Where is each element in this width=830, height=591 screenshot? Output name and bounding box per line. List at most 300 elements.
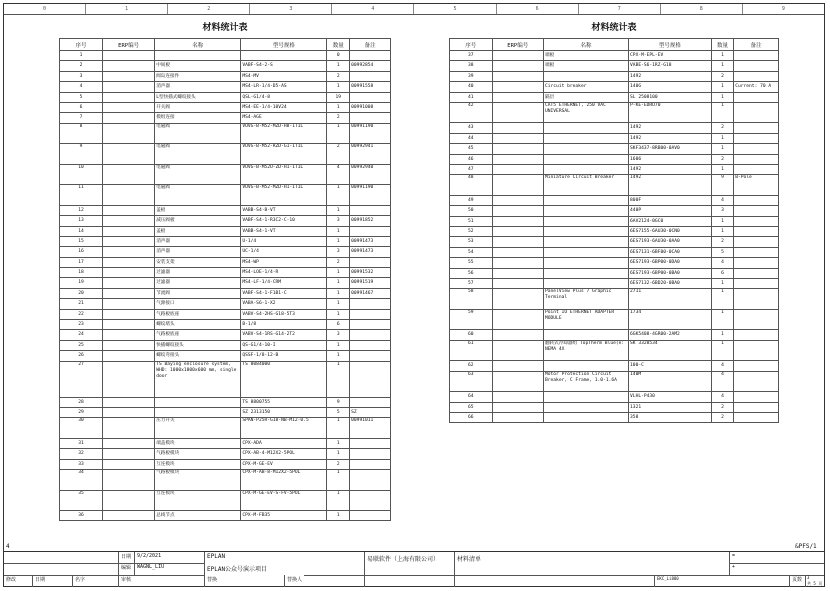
row-index: 55 [450, 258, 493, 268]
item-note: 00991473 [350, 247, 391, 257]
row-index: 59 [450, 309, 493, 330]
item-model: MS4-LF-1/4-CRM [241, 278, 327, 288]
item-model: MS4-AGE [241, 113, 327, 123]
item-model: MS4-EE-1/4-10V24 [241, 102, 327, 112]
item-model: QSSF-1/8-12-B [241, 351, 327, 361]
item-note: 00991473 [350, 236, 391, 246]
item-note: 00991008 [350, 102, 391, 112]
item-model: VABB-S4-1-VT [241, 226, 327, 236]
erp-code [103, 288, 155, 298]
item-name: 减压阀板 [155, 216, 241, 226]
item-name [543, 237, 628, 247]
row-index: 47 [450, 165, 493, 175]
row-index: 49 [450, 195, 493, 205]
item-quantity: 1 [327, 299, 350, 309]
item-quantity: 1 [327, 470, 350, 491]
item-name: Point IO ETHERNET ADAPTER MODULE [543, 309, 628, 330]
item-name: 快插螺纹接头 [155, 340, 241, 350]
table-row [450, 237, 779, 247]
page-code: EKC_Li880 [654, 575, 729, 587]
row-index: 56 [450, 268, 493, 278]
project-name: EPLAN公众号演示项目 [204, 563, 364, 575]
table-row [60, 418, 391, 439]
row-index: 35 [60, 490, 103, 511]
right-page-mark: &PFS/1 [795, 543, 817, 550]
row-index: 18 [60, 268, 103, 278]
item-note [350, 490, 391, 511]
row-index: 44 [450, 133, 493, 143]
item-model: 6ES7132-6BD20-0BA0 [629, 279, 712, 289]
item-note: 00991190 [350, 123, 391, 144]
item-quantity: 1 [327, 102, 350, 112]
table-row [60, 490, 391, 511]
item-model: VABB-S4-B-VT [241, 205, 327, 215]
editor-value: WAGNL_LIU [134, 563, 204, 575]
item-name [543, 71, 628, 81]
ruler-column-label: 9 [781, 6, 785, 12]
row-index: 13 [60, 216, 103, 226]
item-model: UC-1/4 [241, 247, 327, 257]
right-bom-table [449, 38, 779, 423]
item-note [350, 51, 391, 61]
item-quantity: 4 [711, 392, 733, 402]
erp-code [103, 490, 155, 511]
row-index: 24 [60, 330, 103, 340]
item-model: QS-G1/4-10-I [241, 340, 327, 350]
row-index: 61 [450, 340, 493, 361]
item-quantity: 0 [327, 51, 350, 61]
item-note [734, 330, 779, 340]
item-model: SL 2508100 [629, 92, 712, 102]
table-row [60, 226, 391, 236]
item-note: 00991519 [350, 278, 391, 288]
ruler-column-label: 4 [332, 4, 414, 14]
item-name [543, 144, 628, 154]
row-index: 48 [450, 175, 493, 196]
erp-code [492, 102, 543, 123]
item-note [350, 361, 391, 397]
page-label: 页数 [789, 575, 805, 587]
item-name: 气路板模块 [155, 470, 241, 491]
table-row [450, 247, 779, 257]
item-name: 互连模块 [155, 490, 241, 511]
item-model: SZ 2313150 [241, 407, 327, 417]
page-value: 3 [805, 575, 824, 581]
item-name [543, 216, 628, 226]
item-note [350, 330, 391, 340]
item-note [734, 279, 779, 289]
column-header: 名称 [155, 39, 241, 51]
erp-code [492, 165, 543, 175]
item-name: 模组连接 [155, 113, 241, 123]
item-note [350, 257, 391, 267]
item-name [543, 123, 628, 133]
item-model: CPX-AB-4-M12X2-5POL [241, 449, 327, 459]
item-quantity: 3 [327, 330, 350, 340]
row-index: 27 [60, 361, 103, 397]
table-row [60, 309, 391, 319]
item-model: SK 3328534 [629, 340, 712, 361]
erp-code [492, 92, 543, 102]
row-index: 33 [60, 459, 103, 469]
erp-code [492, 175, 543, 196]
item-name: 盖板 [155, 205, 241, 215]
sheet-eq: = [729, 552, 824, 563]
ruler-column-label: 6 [497, 4, 579, 14]
item-model: VUVG-B-M52U-ZD-H1-1T1L [241, 164, 327, 185]
erp-code [103, 470, 155, 491]
item-quantity: 5 [327, 407, 350, 417]
table-row [60, 51, 391, 61]
item-name: Circuit breaker [543, 82, 628, 92]
erp-code [103, 361, 155, 397]
item-name: 螺纹弯接头 [155, 351, 241, 361]
row-index: 50 [450, 206, 493, 216]
item-model: MS4-WP [241, 257, 327, 267]
table-row [60, 123, 391, 144]
erp-code [492, 123, 543, 133]
item-name [155, 51, 241, 61]
item-model: 440P [629, 206, 712, 216]
item-quantity: 1 [711, 165, 733, 175]
erp-code [103, 185, 155, 206]
item-quantity: 6 [327, 320, 350, 330]
row-index: 41 [450, 92, 493, 102]
item-name: 气路板底座 [155, 330, 241, 340]
table-row [60, 459, 391, 469]
erp-code [103, 92, 155, 102]
page-total: 共 5 页 [807, 581, 823, 586]
item-quantity: 4 [327, 164, 350, 185]
row-index: 63 [450, 371, 493, 392]
erp-code [492, 340, 543, 361]
erp-code [492, 330, 543, 340]
erp-code [103, 205, 155, 215]
table-row [60, 144, 391, 165]
column-ruler [4, 4, 824, 15]
erp-code [492, 71, 543, 81]
table-row [450, 268, 779, 278]
erp-code [103, 247, 155, 257]
table-row [450, 392, 779, 402]
row-index: 46 [450, 154, 493, 164]
item-quantity: 1 [327, 61, 350, 71]
item-note [734, 392, 779, 402]
item-note [350, 340, 391, 350]
item-note [350, 205, 391, 215]
table-row [450, 102, 779, 123]
row-index: 1 [60, 51, 103, 61]
item-model: 1492 [629, 165, 712, 175]
erp-code [492, 227, 543, 237]
item-name: PanelView Plus 7 Graphic Terminal [543, 289, 628, 310]
table-row [450, 51, 779, 61]
check-label: 审核 [118, 575, 134, 587]
erp-code [492, 144, 543, 154]
erp-code [492, 412, 543, 422]
item-note [734, 309, 779, 330]
item-note [734, 102, 779, 123]
item-model: 140M [629, 371, 712, 392]
item-model: 358 [629, 412, 712, 422]
item-note: 00991011 [350, 418, 391, 439]
table-row [60, 236, 391, 246]
row-index: 29 [60, 407, 103, 417]
erp-code [103, 236, 155, 246]
item-model: 140G [629, 82, 712, 92]
erp-code [492, 268, 543, 278]
erp-code [103, 340, 155, 350]
table-row [60, 185, 391, 206]
item-model: 800F [629, 195, 712, 205]
item-name: 端板 [543, 51, 628, 61]
erp-code [103, 278, 155, 288]
table-row [60, 102, 391, 112]
project-top: EPLAN [204, 552, 304, 564]
item-model: VABV-S4-1RS-G14-2T2 [241, 330, 327, 340]
column-header: 型号规格 [241, 39, 327, 51]
table-row [60, 92, 391, 102]
row-index: 26 [60, 351, 103, 361]
item-name: 过滤器 [155, 278, 241, 288]
column-header: 序号 [450, 39, 493, 51]
item-model: 1606 [629, 154, 712, 164]
table-row [60, 288, 391, 298]
date-value: 9/2/2021 [134, 552, 204, 564]
item-note [350, 438, 391, 448]
row-index: 8 [60, 123, 103, 144]
table-row [450, 92, 779, 102]
item-quantity: 1 [327, 278, 350, 288]
replaced-label: 替换人 [284, 575, 364, 587]
item-note [350, 470, 391, 491]
erp-code [492, 216, 543, 226]
ruler-column-label: 5 [414, 4, 496, 14]
item-quantity: 1 [327, 438, 350, 448]
table-row [450, 82, 779, 92]
item-model: SKF3437-8RB00-0AV0 [629, 144, 712, 154]
editor-label: 编辑 [118, 563, 134, 575]
erp-code [492, 206, 543, 216]
item-note: B-Pole [734, 175, 779, 196]
row-index: 60 [450, 330, 493, 340]
item-quantity: 1 [711, 102, 733, 123]
item-model: TS 8800755 [241, 397, 327, 407]
item-quantity: 1 [327, 82, 350, 92]
item-quantity: 1 [711, 61, 733, 71]
item-quantity: 2 [327, 257, 350, 267]
item-quantity: 3 [327, 247, 350, 257]
table-row [60, 449, 391, 459]
item-quantity: 1 [327, 418, 350, 439]
item-quantity: 1 [711, 144, 733, 154]
item-name: 总线节点 [155, 511, 241, 521]
table-row [60, 438, 391, 448]
row-index: 64 [450, 392, 493, 402]
item-name: 气路板模块 [155, 449, 241, 459]
erp-code [103, 102, 155, 112]
row-index: 2 [60, 61, 103, 71]
row-index: 34 [60, 470, 103, 491]
item-quantity: 2 [711, 402, 733, 412]
erp-code [103, 459, 155, 469]
item-model: SPAN-P25R-G18-NB-M12-0.5 [241, 418, 327, 439]
column-header: 备注 [350, 39, 391, 51]
row-index: 10 [60, 164, 103, 185]
item-quantity: 1 [711, 340, 733, 361]
item-model: 6ES7131-6BF00-0CA0 [629, 247, 712, 257]
document-type: 材料清单 [454, 552, 729, 587]
item-note [734, 195, 779, 205]
item-name [543, 361, 628, 371]
item-quantity: 1 [711, 92, 733, 102]
table-row [450, 133, 779, 143]
erp-code [492, 258, 543, 268]
erp-code [492, 392, 543, 402]
item-note [734, 371, 779, 392]
column-header: 数量 [327, 39, 350, 51]
sign-name: 名字 [72, 575, 118, 587]
item-name: 过滤器 [155, 268, 241, 278]
item-name [543, 154, 628, 164]
item-quantity: 1 [711, 227, 733, 237]
column-header: 备注 [734, 39, 779, 51]
row-index: 14 [60, 226, 103, 236]
table-row [450, 144, 779, 154]
sign-date: 日期 [32, 575, 72, 587]
item-note [734, 258, 779, 268]
table-row [60, 71, 391, 81]
column-header: 名称 [543, 39, 628, 51]
erp-code [103, 438, 155, 448]
row-index: 42 [450, 102, 493, 123]
item-note: 00991467 [350, 288, 391, 298]
item-quantity: 1 [711, 51, 733, 61]
item-quantity: 1 [327, 511, 350, 521]
row-index: 4 [60, 82, 103, 92]
row-index: 7 [60, 113, 103, 123]
item-quantity: 1 [711, 279, 733, 289]
erp-code [103, 299, 155, 309]
table-row [60, 320, 391, 330]
item-model: VLHL-P430 [629, 392, 712, 402]
item-note: Current: 70 A [734, 82, 779, 92]
item-name: 节流阀 [155, 288, 241, 298]
item-note [734, 165, 779, 175]
item-model: CPX-M-AB-8-M12X2-5POL [241, 470, 327, 491]
item-quantity: 1 [327, 340, 350, 350]
item-model: 1492 [629, 133, 712, 143]
column-header: ERP编号 [492, 39, 543, 51]
item-name: 螺纹堵头 [155, 320, 241, 330]
item-model: 6GK5408-4GR00-2AM2 [629, 330, 712, 340]
item-quantity: 2 [711, 237, 733, 247]
item-model: VABF-S4-1-R3C2-C-10 [241, 216, 327, 226]
row-index: 39 [450, 71, 493, 81]
item-model: TS 8084000 [241, 361, 327, 397]
item-note [734, 402, 779, 412]
item-model [241, 51, 327, 61]
item-note [350, 397, 391, 407]
item-quantity: 3 [327, 216, 350, 226]
item-note [734, 361, 779, 371]
item-note [734, 340, 779, 361]
table-row [450, 175, 779, 196]
item-name: 端板 [543, 61, 628, 71]
item-name: Miniature Circuit Breaker [543, 175, 628, 196]
item-name: 开关阀 [155, 102, 241, 112]
item-note [350, 351, 391, 361]
erp-code [103, 82, 155, 92]
row-index: 32 [60, 449, 103, 459]
item-name [543, 279, 628, 289]
item-model: CPX-M-GE-EV [241, 459, 327, 469]
item-note [734, 247, 779, 257]
item-quantity: 1 [327, 123, 350, 144]
row-index: 25 [60, 340, 103, 350]
item-model: P-KE-EDRU70 [629, 102, 712, 123]
item-quantity: 4 [711, 361, 733, 371]
erp-code [103, 449, 155, 459]
replace-label: 替换 [204, 575, 284, 587]
ruler-column-label: 8 [661, 4, 743, 14]
item-model: CPX-M-FB35 [241, 511, 327, 521]
erp-code [103, 309, 155, 319]
item-name: 压力开关 [155, 418, 241, 439]
item-model: VABA-S6-1-X2 [241, 299, 327, 309]
column-header: 序号 [60, 39, 103, 51]
item-name [543, 206, 628, 216]
erp-code [103, 123, 155, 144]
table-row [450, 123, 779, 133]
item-quantity: 1 [327, 226, 350, 236]
item-name [543, 402, 628, 412]
table-row [60, 351, 391, 361]
item-name: 气源接口 [155, 299, 241, 309]
row-index: 5 [60, 92, 103, 102]
item-note: 00992940 [350, 164, 391, 185]
table-row [450, 412, 779, 422]
table-row [60, 257, 391, 267]
erp-code [103, 330, 155, 340]
item-note [734, 216, 779, 226]
item-note [734, 154, 779, 164]
item-name: 阀岛连接件 [155, 71, 241, 81]
table-row [60, 278, 391, 288]
item-quantity: 1 [327, 288, 350, 298]
sheet-plus: + [729, 563, 824, 575]
item-model: 6ES7193-6BP00-0BA0 [629, 268, 712, 278]
table-row [60, 205, 391, 215]
item-quantity: 2 [711, 71, 733, 81]
row-index: 31 [60, 438, 103, 448]
row-index: 45 [450, 144, 493, 154]
erp-code [492, 82, 543, 92]
item-model: MS4-MV [241, 71, 327, 81]
item-quantity: 1 [711, 330, 733, 340]
erp-code [103, 226, 155, 236]
row-index: 30 [60, 418, 103, 439]
row-index: 15 [60, 236, 103, 246]
item-note [734, 71, 779, 81]
table-row [450, 330, 779, 340]
row-index: 9 [60, 144, 103, 165]
row-index: 38 [450, 61, 493, 71]
row-index: 58 [450, 289, 493, 310]
item-note: SZ [350, 407, 391, 417]
table-row [60, 268, 391, 278]
item-quantity: 1 [327, 236, 350, 246]
